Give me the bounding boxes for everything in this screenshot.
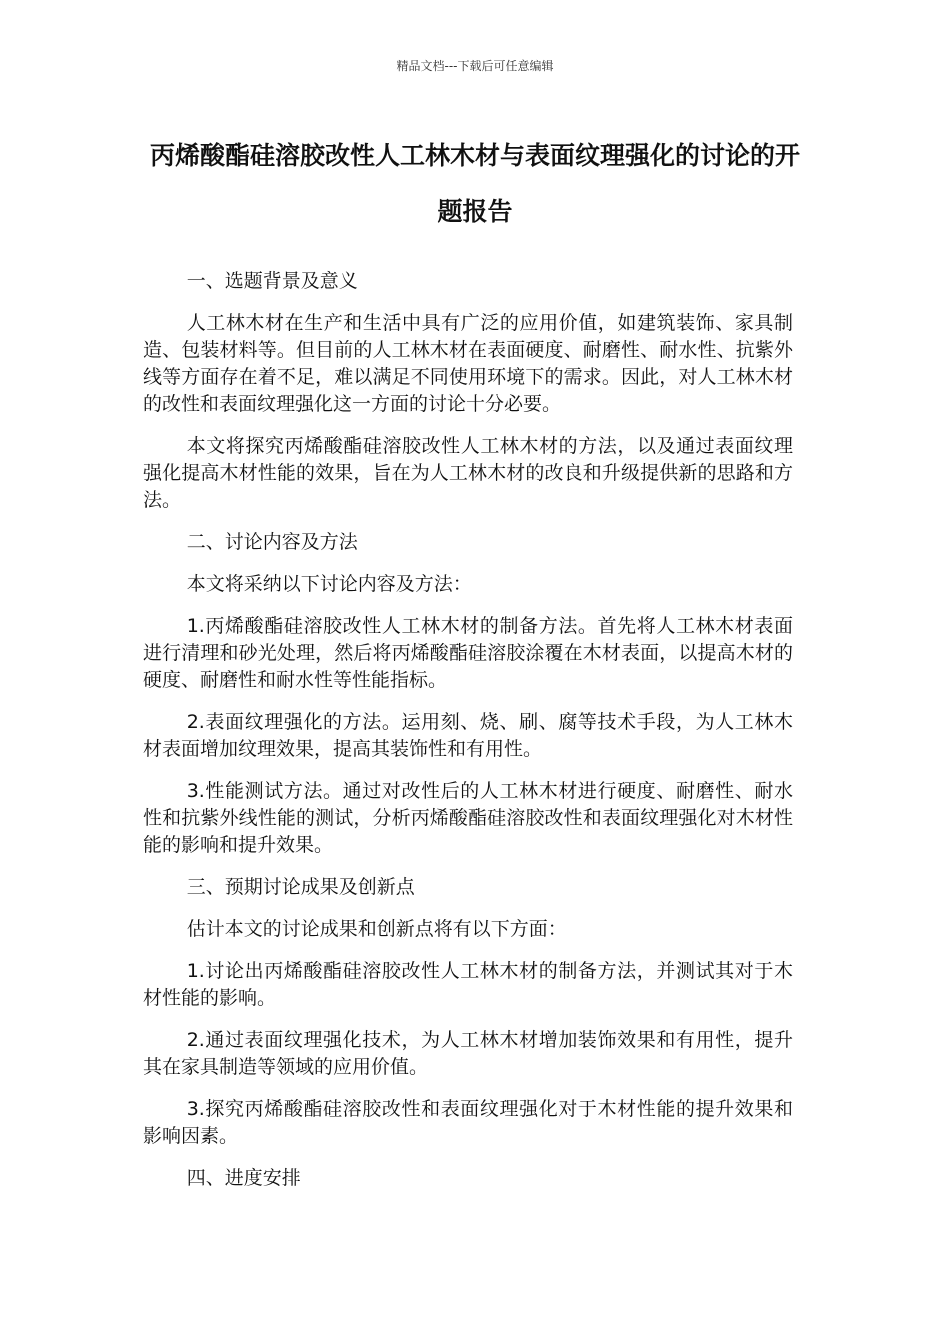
section-heading-expected-results: 三、预期讨论成果及创新点	[186, 876, 415, 898]
document-body	[143, 268, 793, 1207]
section-heading-content-methods: 二、讨论内容及方法	[186, 531, 358, 553]
paragraph: 估计本文的讨论成果和创新点将有以下方面：	[186, 918, 567, 940]
list-item: 3.性能测试方法。通过对改性后的人工林木材进行硬度、耐磨性、耐水性和抗紫外线性能的测试，分析丙烯酸酯硅溶胶改性和表面纹理强化对木材性能的影响和提升效果。	[143, 780, 793, 856]
list-item: 1.讨论出丙烯酸酯硅溶胶改性人工林木材的制备方法，并测试其对于木材性能的影响。	[143, 960, 793, 1009]
list-item: 1.丙烯酸酯硅溶胶改性人工林木材的制备方法。首先将人工林木材表面进行清理和砂光处理，然后将丙烯酸酯硅溶胶涂覆在木材表面，以提高木材的硬度、耐磨性和耐水性等性能指标。	[143, 615, 793, 691]
section-heading-background: 一、选题背景及意义	[186, 270, 358, 292]
list-item: 2.表面纹理强化的方法。运用刻、烧、刷、腐等技术手段，为人工林木材表面增加纹理效果，提高其装饰性和有用性。	[143, 711, 793, 760]
paragraph: 本文将采纳以下讨论内容及方法：	[186, 573, 472, 595]
list-item: 3.探究丙烯酸酯硅溶胶改性和表面纹理强化对于木材性能的提升效果和影响因素。	[143, 1098, 793, 1147]
page-header-note: 精品文档---下载后可任意编辑	[396, 59, 554, 73]
list-item: 2.通过表面纹理强化技术，为人工林木材增加装饰效果和有用性，提升其在家具制造等领域的应用价值。	[143, 1029, 793, 1078]
document-title: 丙烯酸酯硅溶胶改性人工林木材与表面纹理强化的讨论的开题报告	[149, 141, 800, 226]
paragraph: 本文将探究丙烯酸酯硅溶胶改性人工林木材的方法，以及通过表面纹理强化提高木材性能的效果，旨在为人工林木材的改良和升级提供新的思路和方法。	[143, 435, 793, 511]
section-heading-schedule: 四、进度安排	[186, 1167, 301, 1189]
paragraph: 人工林木材在生产和生活中具有广泛的应用价值，如建筑装饰、家具制造、包装材料等。但目前的人工林木材在表面硬度、耐磨性、耐水性、抗紫外线等方面存在着不足，难以满足不同使用环境下的需求。因此，对人工林木材的改性和表面纹理强化这一方面的讨论十分必要。	[143, 312, 793, 415]
